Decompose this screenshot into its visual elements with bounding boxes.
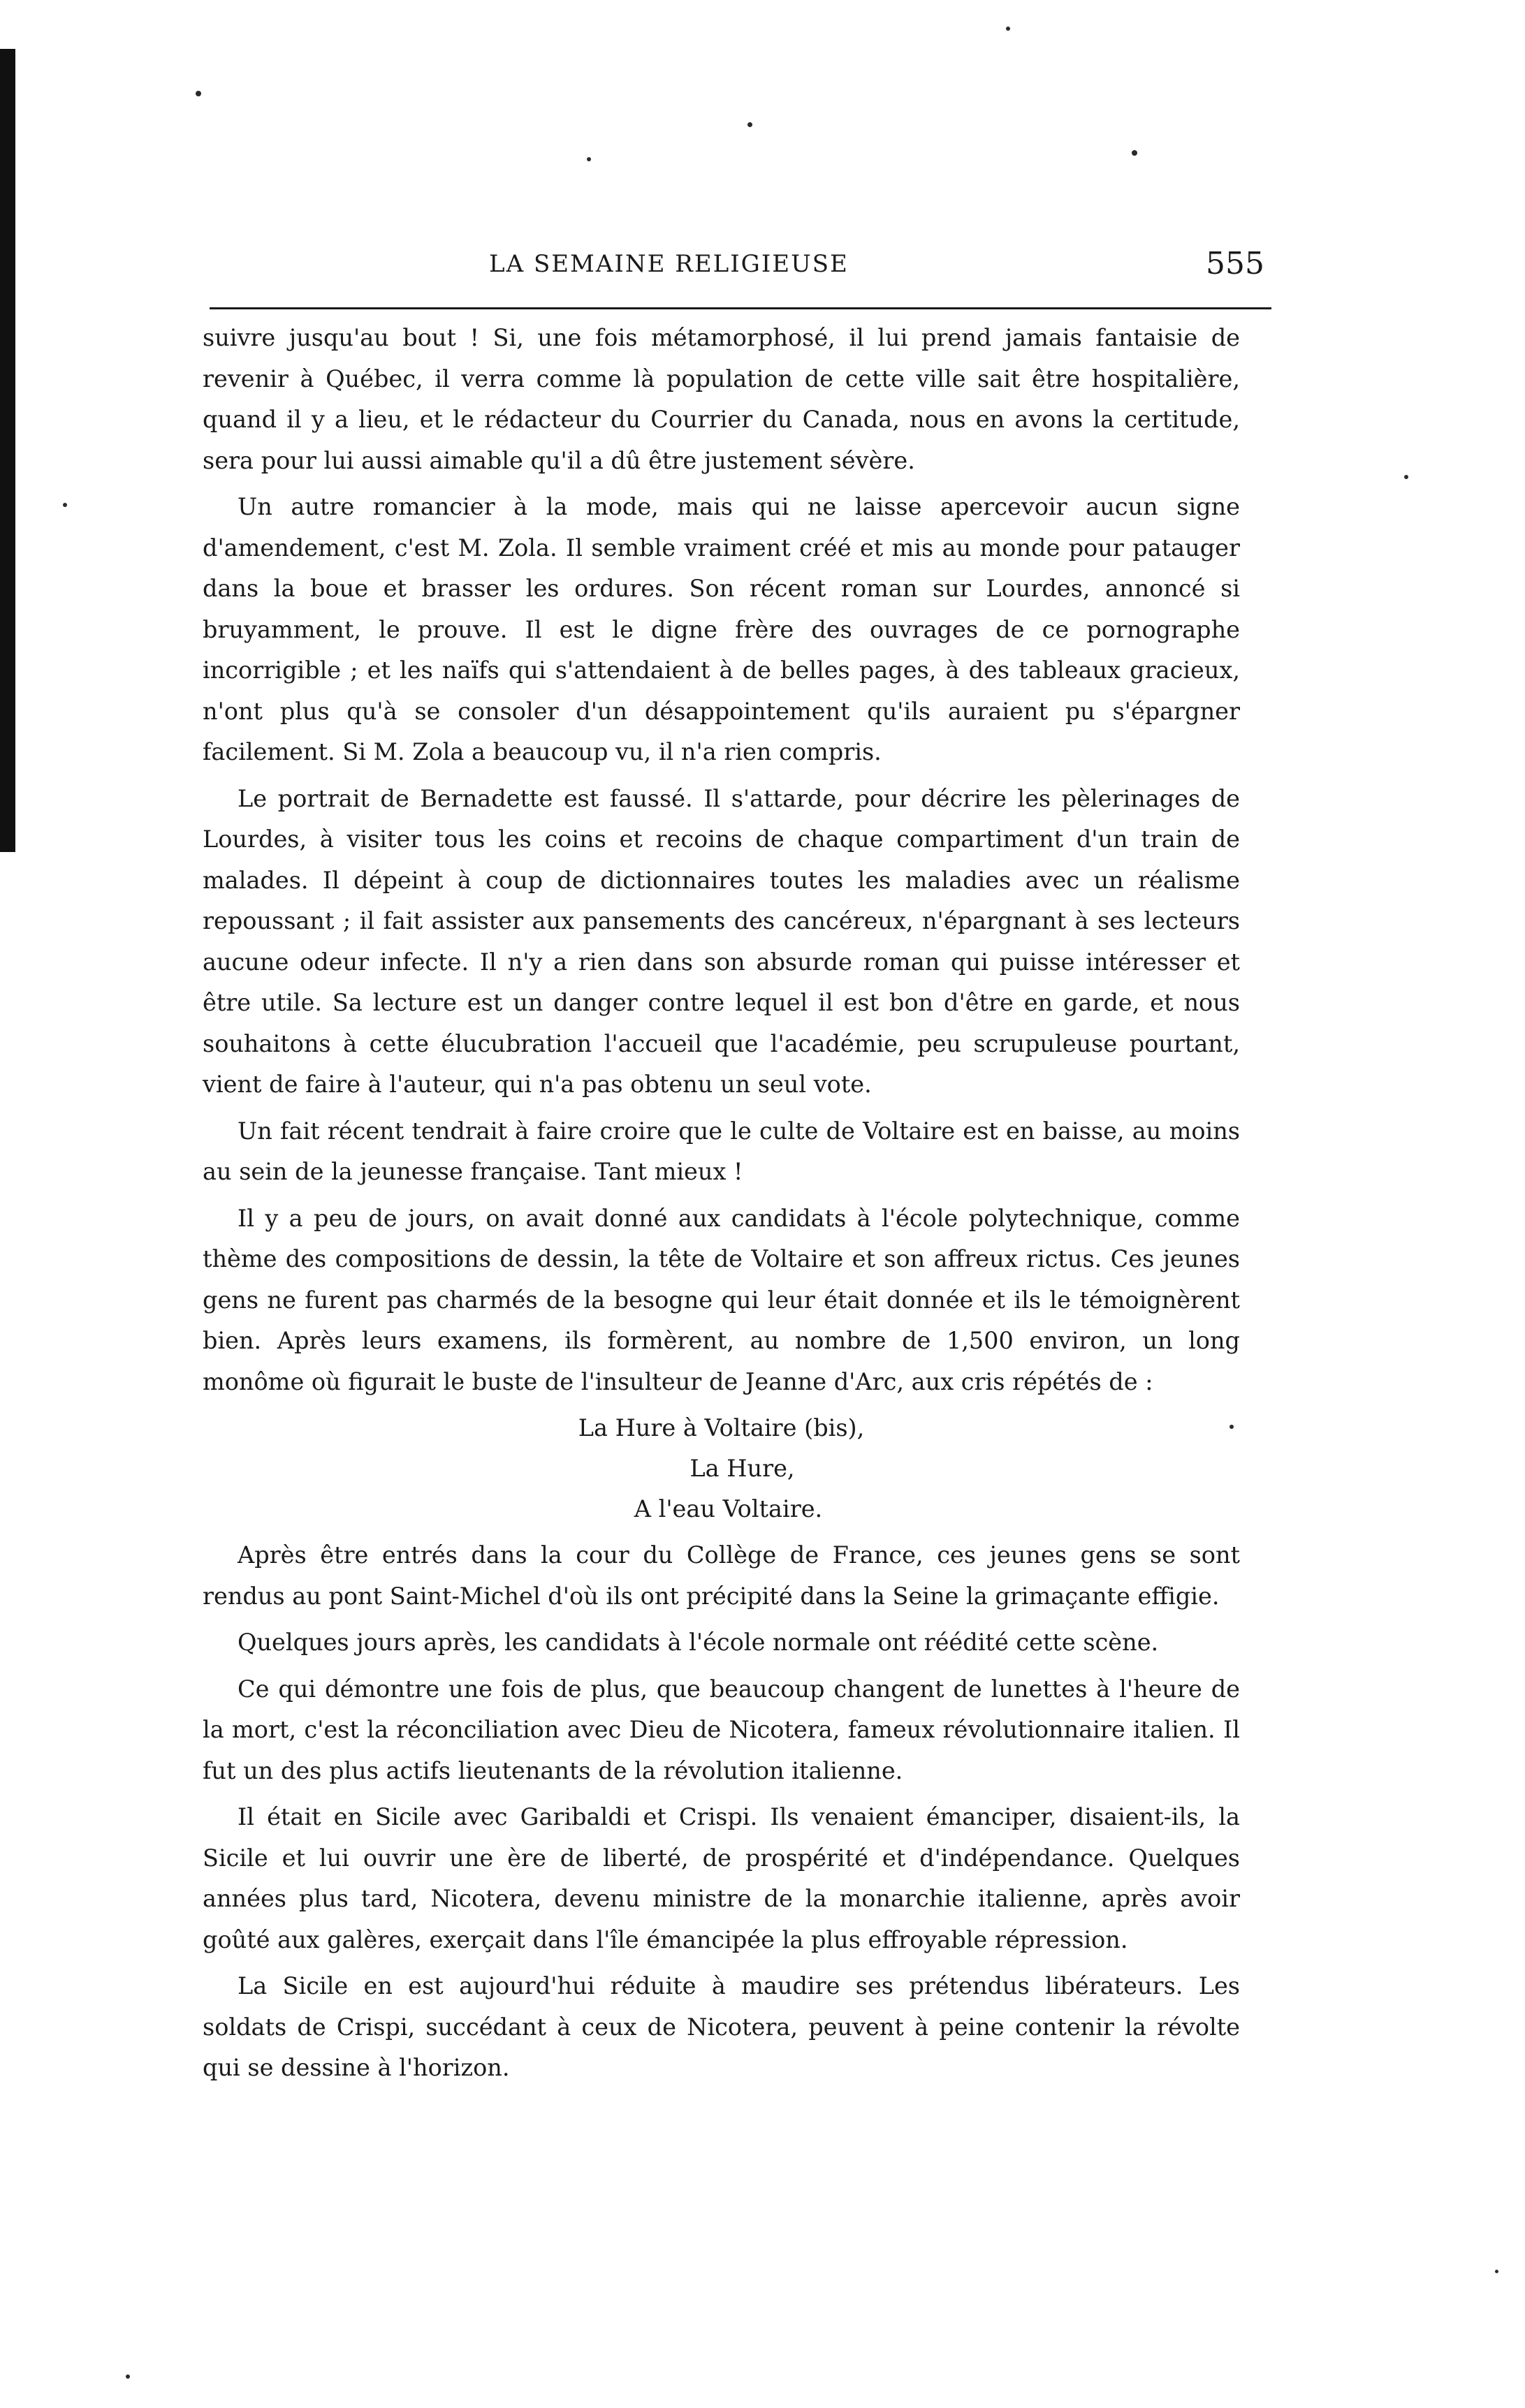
scan-speck bbox=[1230, 1425, 1234, 1429]
chant-verse bbox=[203, 1408, 1240, 1529]
paragraph: Le portrait de Bernadette est faussé. Il s'attarde, pour décrire les pèlerinages de Lourdes, à visiter tous les coins et recoins de chaque compartiment d'un train de malades. Il dépeint à coup de dictionnaires toutes les maladies avec un réalisme repoussant ; il fait assister aux pansements des cancéreux, n'épargnant à ses lecteurs aucune odeur infecte. Il n'y a rien dans son absurde roman qui puisse intéresser et être utile. Sa lecture est un danger contre lequel il est bon d'être en garde, et nous souhaitons à cette élucubration l'accueil que l'académie, peu scrupuleuse pourtant, vient de faire à l'auteur, qui n'a pas obtenu un seul vote. bbox=[203, 784, 1240, 1098]
scan-speck bbox=[1495, 2270, 1498, 2273]
paragraph: Après être entrés dans la cour du Collège de France, ces jeunes gens se sont rendus au pont Saint-Michel d'où ils ont précipité dans la Seine la grimaçante effigie. bbox=[203, 1541, 1240, 1610]
paragraph: Quelques jours après, les candidats à l'école normale ont réédité cette scène. bbox=[238, 1629, 1159, 1656]
verse-line: La Hure, bbox=[689, 1455, 795, 1482]
paragraph: Il était en Sicile avec Garibaldi et Crispi. Ils venaient émanciper, disaient-ils, la Sicile et lui ouvrir une ère de liberté, de prospérité et d'indépendance. Quelques années plus tard, Nicotera, devenu ministre de la monarchie italienne, après avoir goûté aux galères, exerçait dans l'île émancipée la plus effroyable répression. bbox=[203, 1803, 1240, 1953]
page-header bbox=[203, 244, 1264, 293]
running-title: LA SEMAINE RELIGIEUSE bbox=[489, 250, 849, 278]
scan-speck bbox=[587, 157, 591, 161]
article-body bbox=[203, 318, 1240, 2094]
paragraph: Un fait récent tendrait à faire croire que le culte de Voltaire est en baisse, au moins au sein de la jeunesse française. Tant mieux ! bbox=[203, 1117, 1240, 1185]
scan-speck bbox=[1132, 150, 1137, 156]
paragraph: Ce qui démontre une fois de plus, que beaucoup changent de lunettes à l'heure de la mort, c'est la réconciliation avec Dieu de Nicotera, fameux révolutionnaire italien. Il fut un des plus actifs lieutenants de la révolution italienne. bbox=[203, 1675, 1240, 1784]
verse-line: A l'eau Voltaire. bbox=[634, 1495, 823, 1522]
scan-speck bbox=[126, 2374, 130, 2379]
binding-edge bbox=[0, 49, 15, 852]
scan-speck bbox=[1404, 475, 1408, 479]
scan-speck bbox=[63, 503, 67, 507]
verse-line: La Hure à Voltaire (bis), bbox=[578, 1414, 865, 1441]
paragraph: La Sicile en est aujourd'hui réduite à maudire ses prétendus libérateurs. Les soldats de Crispi, succédant à ceux de Nicotera, peuvent à peine contenir la révolte qui se dessine à l'horizon. bbox=[203, 1972, 1240, 2081]
scan-speck bbox=[1006, 27, 1010, 31]
scan-speck bbox=[747, 122, 752, 127]
paragraph: suivre jusqu'au bout ! Si, une fois métamorphosé, il lui prend jamais fantaisie de revenir à Québec, il verra comme là population de cette ville sait être hospitalière, quand il y a lieu, et le rédacteur du Courrier du Canada, nous en avons la certitude, sera pour lui aussi aimable qu'il a dû être justement sévère. bbox=[203, 324, 1240, 474]
paragraph: Un autre romancier à la mode, mais qui ne laisse apercevoir aucun signe d'amendement, c'est M. Zola. Il semble vraiment créé et mis au monde pour patauger dans la boue et brasser les ordures. Son récent roman sur Lourdes, annoncé si bruyamment, le prouve. Il est le digne frère des ouvrages de ce pornographe incorrigible ; et les naïfs qui s'attendaient à de belles pages, à des tableaux gracieux, n'ont plus qu'à se consoler d'un désappointement qu'ils auraient pu s'épargner facilement. Si M. Zola a beaucoup vu, il n'a rien compris. bbox=[203, 493, 1240, 765]
scan-speck bbox=[196, 91, 201, 96]
paragraph: Il y a peu de jours, on avait donné aux candidats à l'école polytechnique, comme thème des compositions de dessin, la tête de Voltaire et son affreux rictus. Ces jeunes gens ne furent pas charmés de la besogne qui leur était donnée et ils le témoignèrent bien. Après leurs examens, ils formèrent, au nombre de 1,500 environ, un long monôme où figurait le buste de l'insulteur de Jeanne d'Arc, aux cris répétés de : bbox=[203, 1204, 1240, 1395]
page-number: 555 bbox=[1206, 246, 1264, 281]
header-rule bbox=[210, 307, 1271, 309]
